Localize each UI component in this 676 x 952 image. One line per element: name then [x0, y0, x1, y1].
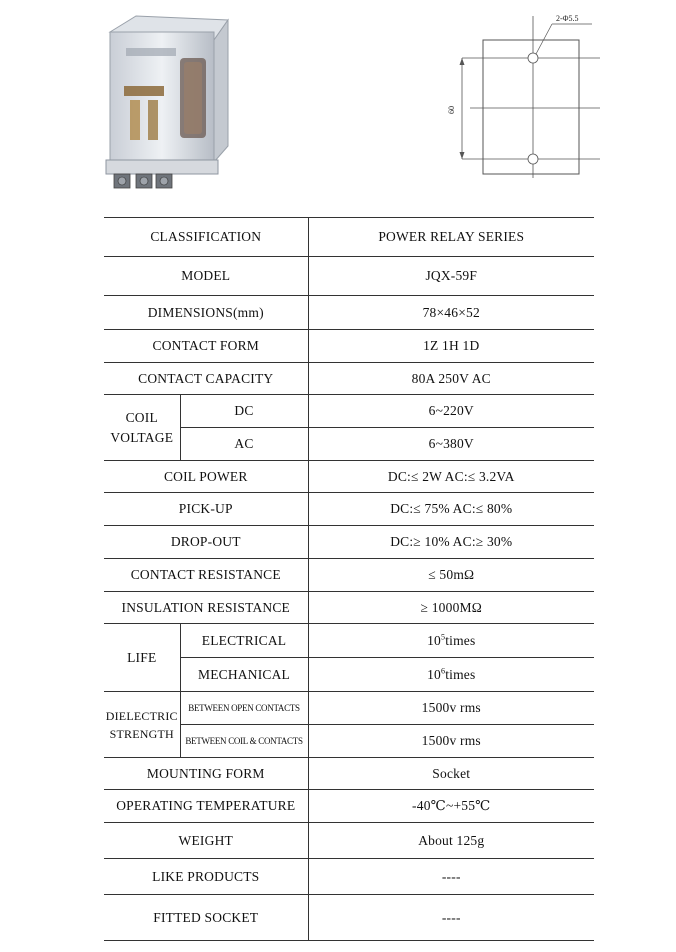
table-row [104, 592, 594, 624]
life-electrical-base: 10 [427, 632, 441, 648]
life-electrical-exponent: 5 [440, 632, 446, 641]
row-label-drop-out: DROP-OUT [104, 526, 308, 559]
life-electrical-value [308, 624, 594, 658]
table-row [104, 493, 594, 526]
row-value-like-products: ---- [308, 859, 594, 895]
mounting-hole-top [528, 53, 538, 63]
life-mechanical-base: 10 [427, 666, 441, 682]
coil-voltage-label [104, 395, 180, 461]
row-label-insulation-resistance: INSULATION RESISTANCE [104, 592, 308, 624]
row-label-like-products: LIKE PRODUCTS [104, 859, 308, 895]
row-value-coil-power: DC:≤ 2W AC:≤ 3.2VA [308, 461, 594, 493]
coil-voltage-label-line2: VOLTAGE [110, 429, 174, 445]
row-value-dimensions: 78×46×52 [308, 296, 594, 330]
dielectric-label-line1: DIELECTRIC [105, 708, 178, 723]
coil-ac-label: AC [180, 428, 308, 461]
row-value-contact-capacity: 80A 250V AC [308, 363, 594, 395]
row-label-contact-resistance: CONTACT RESISTANCE [104, 559, 308, 592]
table-row [104, 218, 594, 257]
row-value-classification: POWER RELAY SERIES [308, 218, 594, 257]
life-mechanical-label: MECHANICAL [180, 658, 308, 692]
row-label-coil-power: COIL POWER [104, 461, 308, 493]
coil-ac-value: 6~380V [308, 428, 594, 461]
row-label-pick-up: PICK-UP [104, 493, 308, 526]
table-row [104, 624, 594, 658]
life-mechanical-exponent: 6 [440, 666, 446, 675]
row-label-operating-temperature: OPERATING TEMPERATURE [104, 790, 308, 823]
table-row [104, 859, 594, 895]
dielectric-open-label: BETWEEN OPEN CONTACTS [180, 692, 308, 725]
row-label-mounting-form: MOUNTING FORM [104, 758, 308, 790]
row-value-contact-resistance: ≤ 50mΩ [308, 559, 594, 592]
life-electrical-label: ELECTRICAL [180, 624, 308, 658]
life-mechanical-unit: times [445, 666, 476, 682]
row-label-contact-capacity: CONTACT CAPACITY [104, 363, 308, 395]
mounting-dimension-drawing [440, 10, 610, 180]
dielectric-label [104, 692, 180, 758]
table-row [104, 526, 594, 559]
table-row [104, 692, 594, 725]
coil-dc-value: 6~220V [308, 395, 594, 428]
row-value-fitted-socket: ---- [308, 895, 594, 941]
mounting-hole-bottom [528, 154, 538, 164]
spec-table [104, 217, 594, 941]
row-value-mounting-form: Socket [308, 758, 594, 790]
table-row [104, 895, 594, 941]
life-label: LIFE [104, 624, 180, 692]
table-row [104, 363, 594, 395]
dielectric-open-value: 1500v rms [308, 692, 594, 725]
row-label-dimensions: DIMENSIONS(mm) [104, 296, 308, 330]
coil-voltage-label-line1: COIL [125, 409, 158, 425]
table-row [104, 461, 594, 493]
coil-dc-label: DC [180, 395, 308, 428]
row-value-contact-form: 1Z 1H 1D [308, 330, 594, 363]
row-value-drop-out: DC:≥ 10% AC:≥ 30% [308, 526, 594, 559]
row-value-insulation-resistance: ≥ 1000MΩ [308, 592, 594, 624]
table-row [104, 823, 594, 859]
dimension-60-label: 60 [447, 106, 456, 114]
hole-spec-label: 2-Φ5.5 [556, 14, 579, 23]
row-label-model: MODEL [104, 257, 308, 296]
table-row [104, 330, 594, 363]
dielectric-coil-label: BETWEEN COIL & CONTACTS [180, 725, 308, 758]
row-label-weight: WEIGHT [104, 823, 308, 859]
table-row [104, 559, 594, 592]
table-row [104, 758, 594, 790]
relay-product-photo [96, 8, 236, 198]
row-label-fitted-socket: FITTED SOCKET [104, 895, 308, 941]
life-mechanical-value [308, 658, 594, 692]
row-value-weight: About 125g [308, 823, 594, 859]
dielectric-label-line2: STRENGTH [109, 726, 174, 741]
row-value-model: JQX-59F [308, 257, 594, 296]
dielectric-coil-value: 1500v rms [308, 725, 594, 758]
table-row [104, 296, 594, 330]
row-label-classification: CLASSIFICATION [104, 218, 308, 257]
table-row [104, 257, 594, 296]
row-label-contact-form: CONTACT FORM [104, 330, 308, 363]
table-row [104, 395, 594, 428]
row-value-operating-temperature: -40℃~+55℃ [308, 790, 594, 823]
row-value-pick-up: DC:≤ 75% AC:≤ 80% [308, 493, 594, 526]
life-electrical-unit: times [445, 632, 476, 648]
table-row [104, 790, 594, 823]
